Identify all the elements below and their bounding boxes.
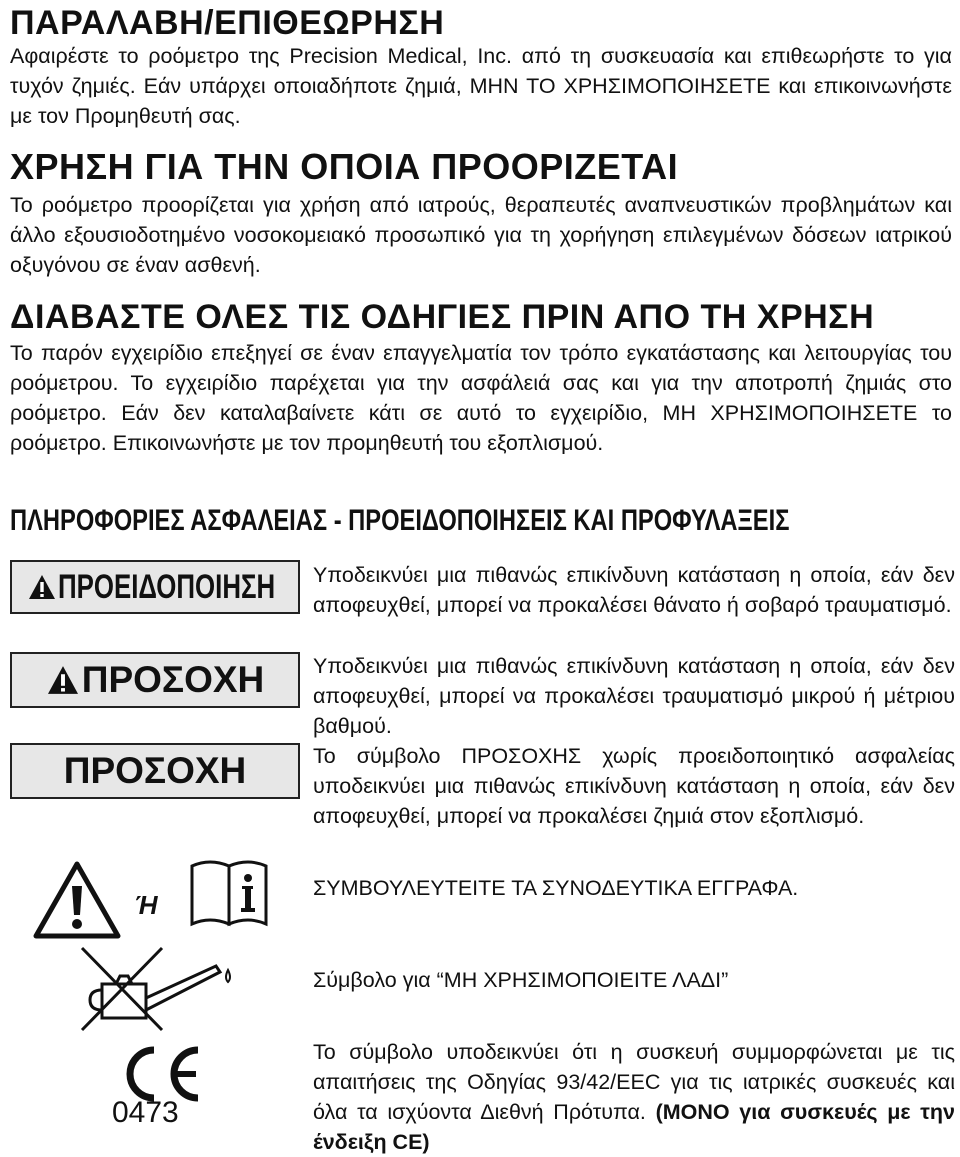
warning-outline-triangle-icon (32, 860, 122, 940)
notice-label: ΠΡΟΣΟΧΗ (63, 750, 247, 791)
warning-text: Υποδεικνύει μια πιθανώς επικίνδυνη κατάσταση η οποία, εάν δεν αποφευχθεί, μπορεί να προκαλέσει θάνατο ή σοβαρό τραυματισμό. (313, 563, 955, 617)
warning-label: ΠΡΟΕΙΔΟΠΟΙΗΣΗ (58, 567, 276, 606)
read-instructions-text: Το παρόν εγχειρίδιο επεξηγεί σε έναν επαγγελματία τον τρόπο εγκατάστασης και λειτουργίας του ροόμετρου. Το εγχειρίδιο παρέχεται για την ασφάλειά σας και για την αποτροπή ζημιάς στο ροόμετρο. Εάν δεν καταλαβαίνετε κάτι σε αυτό το εγχειρίδιο, ΜΗ ΧΡΗΣΙΜΟΠΟΙΗΣΕΤΕ το ροόμετρο. Επικοινωνήστε με τον προμηθευτή του εξοπλισμού. (10, 341, 952, 455)
caution-text: Υποδεικνύει μια πιθανώς επικίνδυνη κατάσταση η οποία, εάν δεν αποφευχθεί, μπορεί να προκαλέσει τραυματισμό μικρού ή μέτριου βαθμού. (313, 654, 955, 738)
ce-text-block (313, 1037, 955, 1157)
receipt-heading: ΠΑΡΑΛΑΒΗ/ΕΠΙΘΕΩΡΗΣΗ (10, 4, 445, 42)
docs-text: ΣΥΜΒΟΥΛΕΥΤΕΙΤΕ ΤΑ ΣΥΝΟΔΕΥΤΙΚΑ ΕΓΓΡΑΦΑ. (313, 876, 799, 900)
caution-label: ΠΡΟΣΟΧΗ (81, 659, 265, 700)
warning-label-box (10, 560, 300, 614)
receipt-text: Αφαιρέστε το ροόμετρο της Precision Medical, Inc. από τη συσκευασία και επιθεωρήστε το για τυχόν ζημιές. Εάν υπάρχει οποιαδήποτε ζημιά, ΜΗΝ ΤΟ ΧΡΗΣΙΜΟΠΟΙΗΣΕΤΕ και επικοινωνήστε με τον Προμηθευτή σας. (10, 44, 952, 128)
intended-use-heading: ΧΡΗΣΗ ΓΙΑ ΤΗΝ ΟΠΟΙΑ ΠΡΟΟΡΙΖΕΤΑΙ (10, 146, 679, 187)
no-oil-text: Σύμβολο για “ΜΗ ΧΡΗΣΙΜΟΠΟΙΕΙΤΕ ΛΑΔΙ” (313, 968, 729, 992)
notice-text: Το σύμβολο ΠΡΟΣΟΧΗΣ χωρίς προειδοποιητικό ασφαλείας υποδεικνύει μια πιθανώς επικίνδυνη κατάσταση η οποία, εάν δεν αποφευχθεί, μπορεί να προκαλέσει ζημιά στον εξοπλισμό. (313, 744, 955, 828)
warning-triangle-icon (28, 574, 56, 600)
or-label: Ή (134, 890, 158, 920)
intended-use-text: Το ροόμετρο προορίζεται για χρήση από ιατρούς, θεραπευτές αναπνευστικών προβλημάτων και άλλο εξουσιοδοτημένο νοσοκομειακό προσωπικό για τη χορήγηση επιλεγμένων δόσεων ιατρικού οξυγόνου σε έναν ασθενή. (10, 193, 952, 277)
ce-bold-text: (ΜΟΝΟ για συσκευές με την ένδειξη CE) (313, 1100, 955, 1154)
ce-text: Το σύμβολο υποδεικνύει ότι η συσκευή συμμορφώνεται με τις απαιτήσεις της Οδηγίας 93/42/EEC για τις ιατρικές συσκευές και όλα τα ισχύοντα Διεθνή Πρότυπα. (313, 1040, 955, 1124)
ce-mark-icon (118, 1044, 202, 1104)
manual-book-icon (188, 858, 270, 928)
no-oil-icon (76, 944, 246, 1032)
read-instructions-heading: ΔΙΑΒΑΣΤΕ ΟΛΕΣ ΤΙΣ ΟΔΗΓΙΕΣ ΠΡΙΝ ΑΠΟ ΤΗ ΧΡΗΣΗ (10, 298, 875, 336)
caution-triangle-icon (46, 665, 80, 695)
ce-number: 0473 (112, 1096, 179, 1129)
safety-heading: ΠΛΗΡΟΦΟΡΙΕΣ ΑΣΦΑΛΕΙΑΣ - ΠΡΟΕΙΔΟΠΟΙΗΣΕΙΣ ΚΑΙ ΠΡΟΦΥΛΑΞΕΙΣ (10, 504, 790, 537)
caution-label-box (10, 652, 300, 708)
notice-label-box (10, 743, 300, 799)
